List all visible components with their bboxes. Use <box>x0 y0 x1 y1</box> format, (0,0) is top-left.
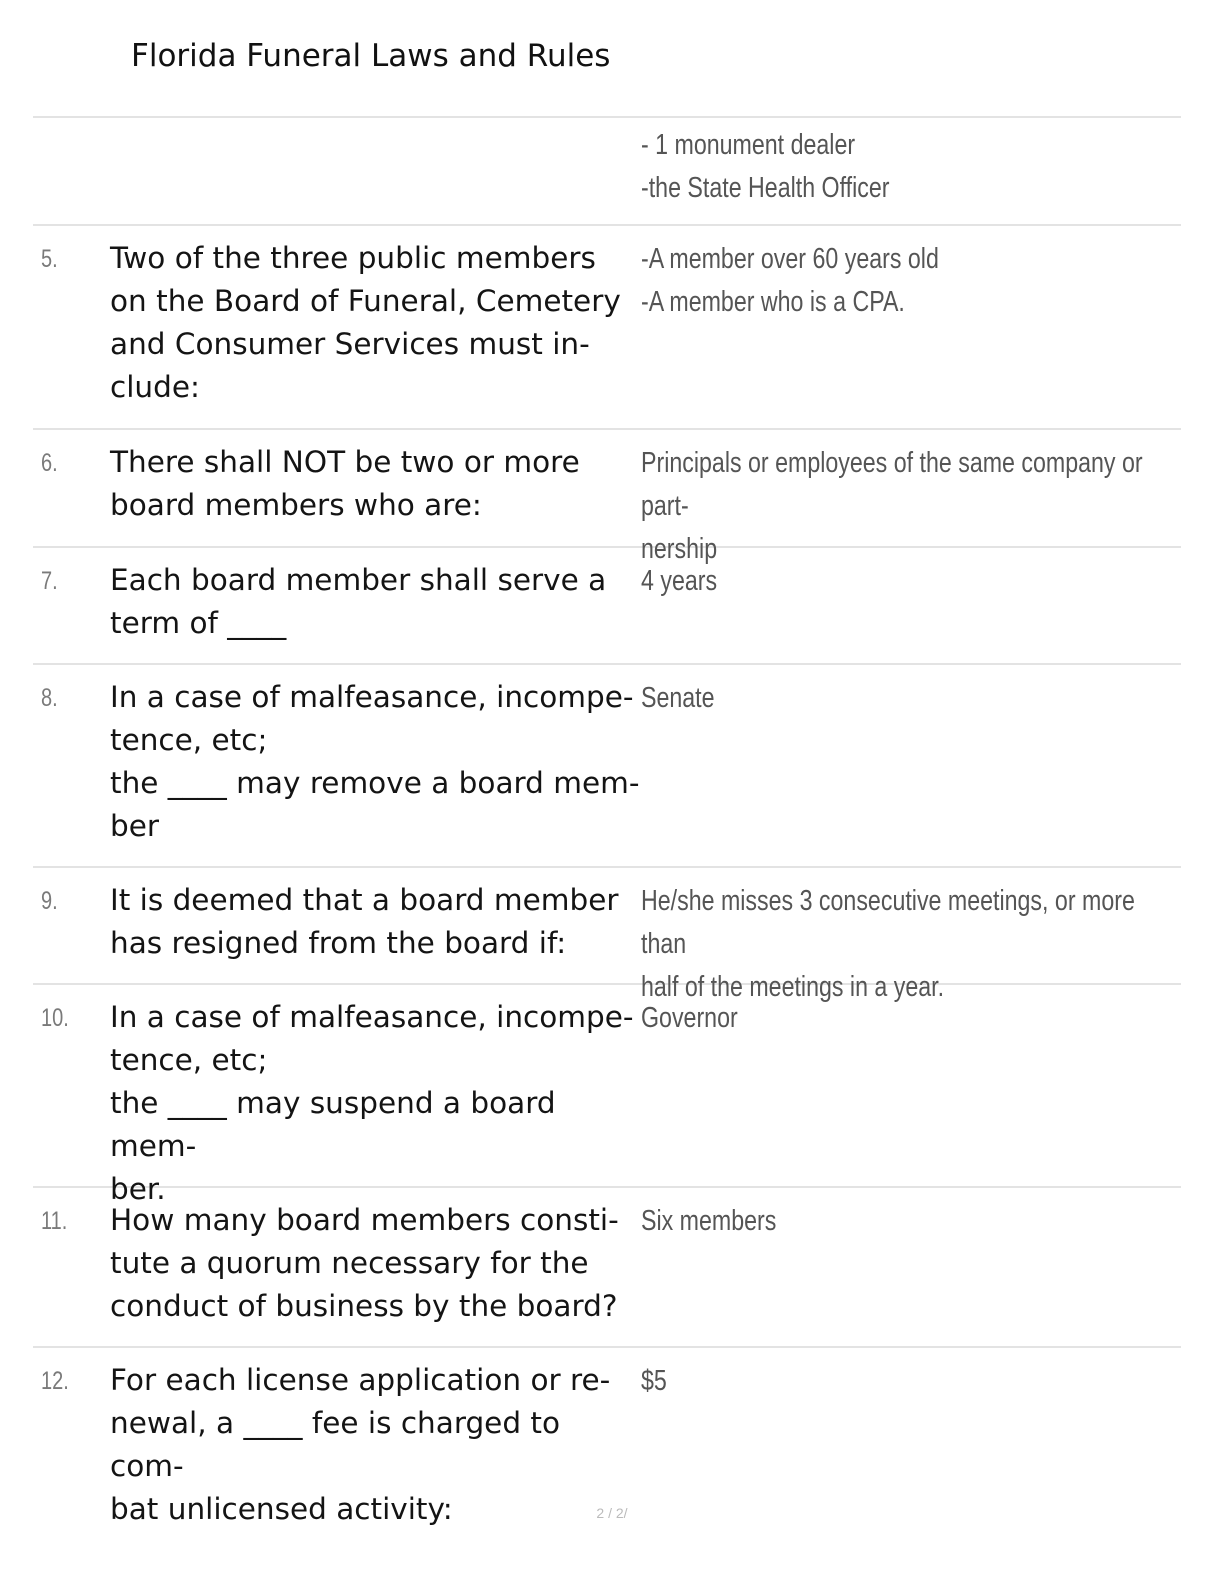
flashcard-row <box>33 430 1181 565</box>
card-answer: Senate <box>641 682 715 714</box>
card-answer: -A member over 60 years old -A member who is a CPA. <box>641 243 939 318</box>
card-question: In a case of malfeasance, incompe- tence, etc; the ____ may suspend a board mem- ber. <box>110 1000 634 1206</box>
card-number: 11. <box>41 1207 68 1235</box>
card-number: 12. <box>41 1367 69 1395</box>
flashcard-row <box>33 868 1181 1003</box>
card-answer: $5 <box>641 1365 667 1397</box>
card-question: In a case of malfeasance, incompe- tence, etc; the ____ may remove a board mem- ber <box>110 680 640 843</box>
card-answer: Six members <box>641 1205 777 1237</box>
card-answer: He/she misses 3 consecutive meetings, or more than half of the meetings in a year. <box>641 885 1135 1003</box>
flashcard-row <box>33 665 1181 866</box>
card-question: For each license application or re- newal, a ____ fee is charged to com- bat unlicensed activity: <box>110 1363 611 1526</box>
card-number: 8. <box>41 684 58 712</box>
card-answer: - 1 monument dealer -the State Health Officer <box>641 129 890 204</box>
card-question: Each board member shall serve a term of ____ <box>110 563 607 640</box>
flashcard-row <box>33 118 1181 224</box>
card-question: How many board members consti- tute a quorum necessary for the conduct of business by the board? <box>110 1203 619 1323</box>
card-number: 6. <box>41 449 58 477</box>
card-number: 9. <box>41 887 58 915</box>
flashcard-row <box>33 985 1181 1206</box>
card-answer: Governor <box>641 1002 738 1034</box>
card-answer: Principals or employees of the same company or part- nership <box>641 447 1143 565</box>
card-number: 5. <box>41 245 58 273</box>
page-indicator: 2 / 2/ <box>596 1505 628 1521</box>
card-number: 7. <box>41 567 58 595</box>
card-question: Two of the three public members on the Board of Funeral, Cemetery and Consumer Services must in- clude: <box>110 241 621 404</box>
flashcard-row <box>33 226 1181 428</box>
flashcard-row <box>33 548 1181 663</box>
page-title: Florida Funeral Laws and Rules <box>131 38 611 74</box>
flashcard-row <box>33 1188 1181 1346</box>
card-question: There shall NOT be two or more board members who are: <box>110 445 580 522</box>
card-answer: 4 years <box>641 565 718 597</box>
card-number: 10. <box>41 1004 69 1032</box>
card-question: It is deemed that a board member has resigned from the board if: <box>110 883 619 960</box>
